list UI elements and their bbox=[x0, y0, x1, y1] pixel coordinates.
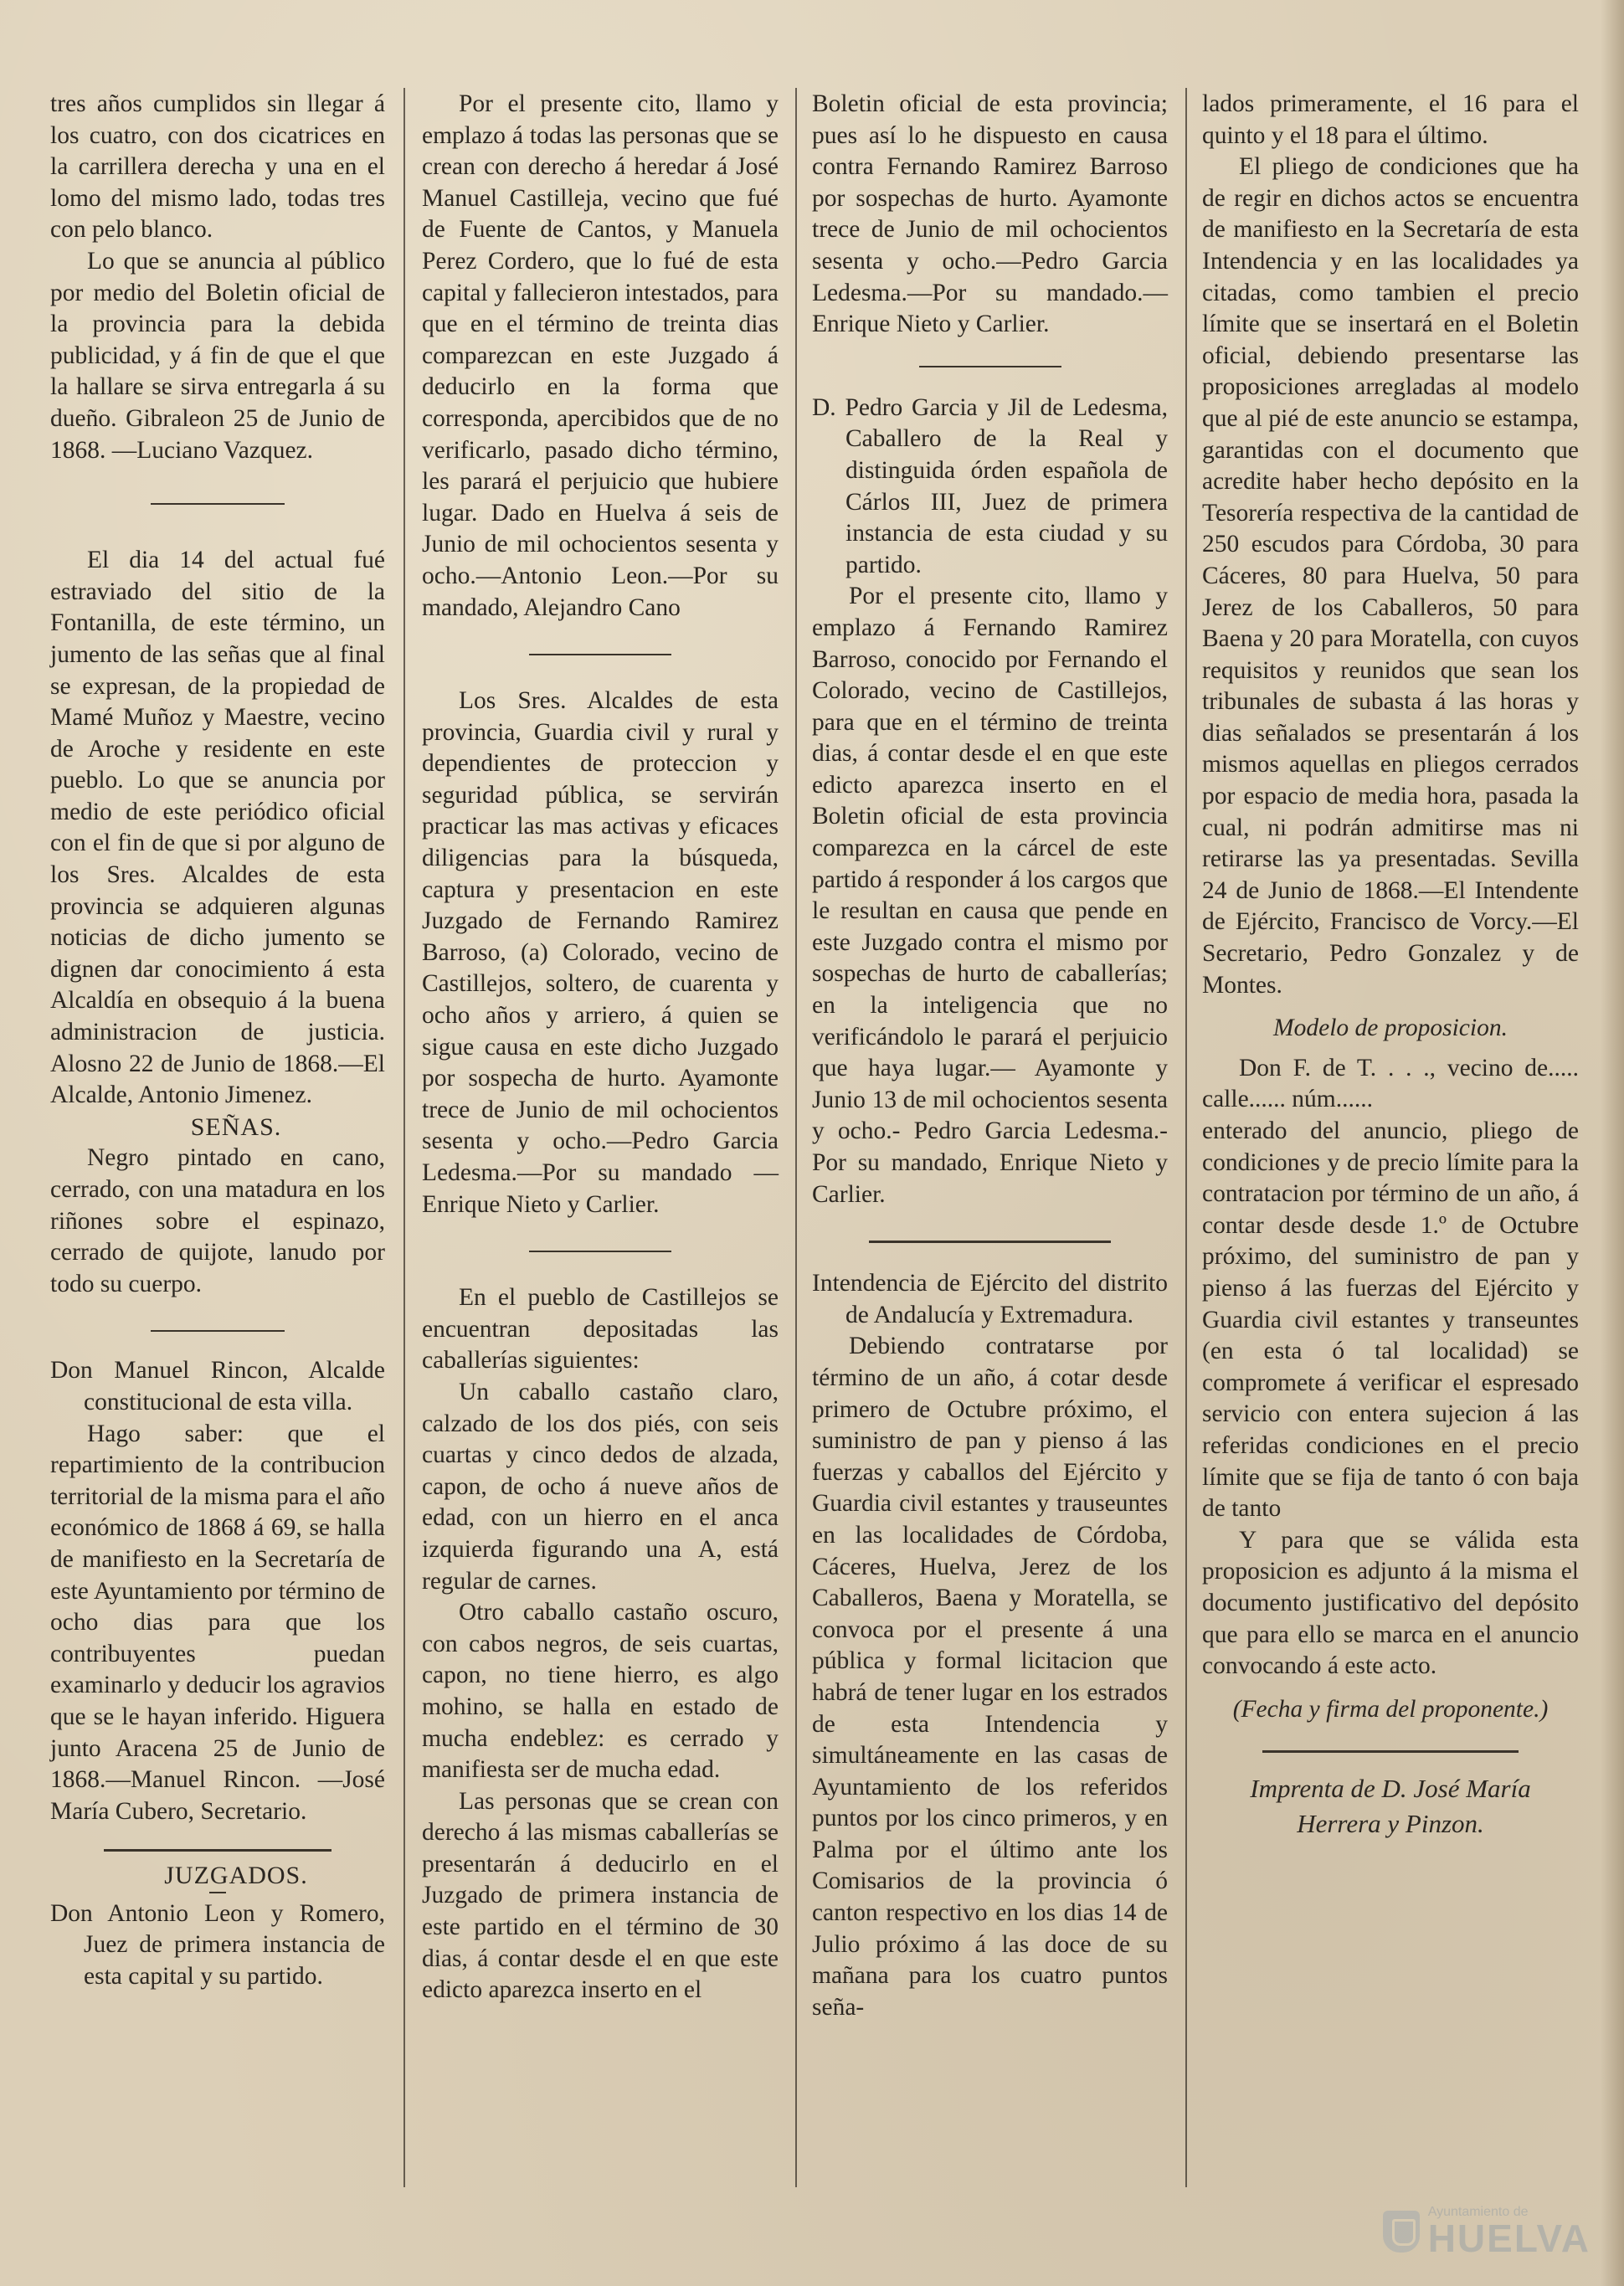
paragraph: Un caballo castaño claro, calzado de los dos piés, con seis cuartas y cinco dedos de alzada, capon, de ocho á nueve años de edad, con un hierro en el anca izquierda figurando una A, está regular de carnes. bbox=[422, 1378, 779, 1595]
section-heading: Modelo de proposicion. bbox=[1273, 1015, 1508, 1042]
paragraph: lados primeramente, el 16 para el quinto y el 18 para el último. bbox=[1202, 90, 1579, 149]
column-divider bbox=[1185, 88, 1187, 2187]
paragraph: Intendencia de Ejército del distrito de Andalucía y Extremadura. bbox=[812, 1270, 1168, 1328]
paragraph: El pliego de condiciones que ha de regir en dichos actos se encuentra de manifiesto en la Secretaría de esta Intendencia y en las localidades ya citadas, como tambien el precio límite que se insertará en el Boletin oficial, debiendo presentarse las proposiciones arregladas al modelo que al pié de este anuncio se estampa, garantidas con el documento que acredite haber hecho depósito en la Tesorería respectiva de la cantidad de 250 escudos para Córdoba, 30 para Cáceres, 80 para Huelva, 50 para Jerez de los Caballeros, 50 para Baena y 20 para Moratella, con cuyos requisitos y reunidos que sean los tribunales de subasta á las horas y dias señalados se presentarán á los mismos aquellas en pliegos cerrados por espacio de media hora, pasada la cual, ni podrán admitirse mas ni retirarse las ya presentadas. Sevilla 24 de Junio de 1868.—El Intendente de Ejército, Francisco de Vorcy.—El Secretario, Pedro Gonzalez y de Montes. bbox=[1202, 153, 1579, 999]
paragraph: Las personas que se crean con derecho á las mismas caballerías se presentarán á deducirlo en el Juzgado de primera instancia de este partido en el término de 30 dias, á contar desde el en que este edicto aparezca inserto en el bbox=[422, 1787, 779, 2004]
paragraph: Debiendo contratarse por término de un año, á cotar desde primero de Octubre próximo, el suministro de pan y pienso á las fuerzas y caballos del Ejército y Guardia civil estantes y trauseuntes en las localidades de Córdoba, Cáceres, Huelva, Jerez de los Caballeros, Baena y Moratella, se convoca por el presente á una pública y formal licitacion que habrá de tener lugar en los estrados de esta Intendencia y simultáneamente en las casas de Ayuntamiento de los referidos puntos por los cinco primeros, y en Palma por el último ante los Comisarios de la provincia ó canton respectivo en los dias 14 de Julio próximo á las doce de su mañana para los cuatro puntos seña- bbox=[812, 1333, 1168, 2021]
column-3 bbox=[812, 89, 1168, 2023]
paragraph: Por el presente cito, llamo y emplazo á Fernando Ramirez Barroso, conocido por Fernando el Colorado, vecino de Castillejos, para que en el término de treinta dias, á contar desde el en que este edicto aparezca inserto en el Boletin oficial de esta provincia comparezca en la cárcel de este partido á responder á los cargos que le resultan en causa que pende en este Juzgado contra el mismo por sospechas de hurto de caballerías; en la inteligencia que no verificándolo le parará el perjuicio que haya lugar.— Ayamonte y Junio 13 de mil ochocientos sesenta y ocho.- Pedro Garcia Ledesma.-Por su mandado, Enrique Nieto y Carlier. bbox=[812, 583, 1168, 1208]
paragraph: Otro caballo castaño oscuro, con cabos negros, de seis cuartas, capon, no tiene hierro, es algo mohino, se halla en estado de mucha endeblez: es cerrado y manifiesta ser de mucha edad. bbox=[422, 1599, 779, 1784]
paragraph: tres años cumplidos sin llegar á los cuatro, con dos cicatrices en la carrillera derecha y una en el lomo del mismo lado, todas tres con pelo blanco. bbox=[50, 90, 385, 244]
paragraph: enterado del anuncio, pliego de condiciones y de precio límite para la contratacion por término de un año, á contar desde desde 1.º de Octubre próximo, del suministro de pan y pienso á las fuerzas del Ejército y Guardia civil estantes y transeuntes (en esta ó tal localidad) se compromete á verificar el espresado servicio con entera sujecion á las referidas condiciones en el precio límite que se fija de tanto ó con baja de tanto bbox=[1202, 1117, 1579, 1523]
column-1 bbox=[50, 89, 385, 1993]
paragraph: Hago saber: que el repartimiento de la contribucion territorial de la misma para el año económico de 1868 á 69, se halla de manifiesto en la Secretaría de este Ayuntamiento por término de ocho dias para que los contribuyentes puedan examinarlo y deducir los agravios que se le hayan inferido. Higuera junto Aracena 25 de Junio de 1868.—Manuel Rincon. —José María Cubero, Secretario. bbox=[50, 1420, 385, 1825]
separator-rule bbox=[869, 1241, 1111, 1243]
separator-rule bbox=[529, 654, 671, 655]
separator-rule bbox=[151, 1330, 285, 1332]
coat-of-arms-icon bbox=[1383, 2211, 1420, 2253]
section-heading: SEÑAS. bbox=[190, 1112, 282, 1141]
paragraph: Lo que se anuncia al público por medio del Boletin oficial de la provincia para la debida publicidad, y á fin de que el que la hallare se sirva entregarla á su dueño. Gibraleon 25 de Junio de 1868. —Luciano Vazquez. bbox=[50, 247, 385, 464]
signature-note: (Fecha y firma del proponente.) bbox=[1232, 1695, 1549, 1723]
page-edge-shadow bbox=[1601, 0, 1624, 2286]
column-divider bbox=[795, 88, 797, 2187]
column-4 bbox=[1202, 89, 1579, 1842]
watermark-main: HUELVA bbox=[1427, 2217, 1591, 2260]
paragraph: El dia 14 del actual fué estraviado del sitio de la Fontanilla, de este término, un jumento de las señas que al final se expresan, de la propiedad de Mamé Muñoz y Maestre, vecino de Aroche y residente en este pueblo. Lo que se anuncia por medio de este periódico oficial con el fin de que si por alguno de los Sres. Alcaldes de esta provincia se adquieren algunas noticias de dicho jumento se dignen dar conocimiento á esta Alcaldía en obsequio á la buena administracion de justicia. Alosno 22 de Junio de 1868.—El Alcalde, Antonio Jimenez. bbox=[50, 547, 385, 1109]
paragraph: Don Manuel Rincon, Alcalde constitucional de esta villa. bbox=[50, 1357, 385, 1415]
paragraph: D. Pedro Garcia y Jil de Ledesma, Caballero de la Real y distinguida órden española de Cárlos III, Juez de primera instancia de esta ciudad y su partido. bbox=[812, 393, 1168, 578]
watermark-text bbox=[1428, 2206, 1591, 2258]
printer-line: Imprenta de D. José María bbox=[1250, 1774, 1531, 1804]
paragraph: Y para que se válida esta proposicion es adjunto á la misma el documento justificativo del depósito que para ello se marca en el anuncio convocando á este acto. bbox=[1202, 1526, 1579, 1680]
paragraph: Los Sres. Alcaldes de esta provincia, Guardia civil y rural y dependientes de proteccion y seguridad pública, se servirán practicar las mas activas y eficaces diligencias para la búsqueda, captura y presentacion en este Juzgado de Fernando Ramirez Barroso, (a) Colorado, vecino de Castillejos, soltero, de cuarenta y ocho años y arriero, á quien se sigue causa en este dicho Juzgado por sospecha de hurto. Ayamonte trece de Junio de mil ochocientos sesenta y ocho.—Pedro Garcia Ledesma.—Por su mandado —Enrique Nieto y Carlier. bbox=[422, 687, 779, 1218]
paragraph: Negro pintado en cano, cerrado, con una matadura en los riñones sobre el espinazo, cerrado de quijote, lanudo por todo su cuerpo. bbox=[50, 1144, 385, 1297]
separator-rule bbox=[1262, 1750, 1519, 1753]
separator-rule bbox=[151, 503, 285, 505]
paragraph: Don Antonio Leon y Romero, Juez de primera instancia de esta capital y su partido. bbox=[50, 1899, 385, 1991]
separator-rule bbox=[104, 1849, 331, 1852]
printer-imprint bbox=[1202, 1771, 1579, 1842]
paragraph: Boletin oficial de esta provincia; pues así lo he dispuesto en causa contra Fernando Ramirez Barroso por sospechas de hurto. Ayamonte trece de Junio de mil ochocientos sesenta y ocho.—Pedro Garcia Ledesma.—Por su mandado.—Enrique Nieto y Carlier. bbox=[812, 90, 1168, 338]
printer-line: Herrera y Pinzon. bbox=[1297, 1809, 1484, 1839]
watermark-logo bbox=[1383, 2206, 1591, 2258]
paragraph: Don F. de T. . . ., vecino de..... calle...... núm...... bbox=[1202, 1054, 1579, 1113]
section-heading: JUZGADOS. bbox=[164, 1862, 308, 1890]
paragraph: En el pueblo de Castillejos se encuentran depositadas las caballerías siguientes: bbox=[422, 1284, 779, 1374]
column-divider bbox=[403, 88, 405, 2187]
column-2 bbox=[422, 89, 779, 2006]
paragraph: Por el presente cito, llamo y emplazo á todas las personas que se crean con derecho á heredar á José Manuel Castilleja, vecino que fué de Fuente de Cantos, y Manuela Perez Cordero, que lo fué de esta capital y fallecieron intestados, para que en el término de treinta dias comparezcan en este Juzgado á deducirlo en la forma que corresponda, apercibidos que de no verificarlo, pasado dicho término, les parará el perjuicio que hubiere lugar. Dado en Huelva á seis de Junio de mil ochocientos sesenta y ocho.—Antonio Leon.—Por su mandado, Alejandro Cano bbox=[422, 90, 779, 621]
separator-tick bbox=[209, 1892, 226, 1893]
separator-rule bbox=[919, 366, 1061, 367]
watermark-sub: Ayuntamiento de bbox=[1427, 2205, 1529, 2219]
separator-rule bbox=[529, 1251, 671, 1252]
